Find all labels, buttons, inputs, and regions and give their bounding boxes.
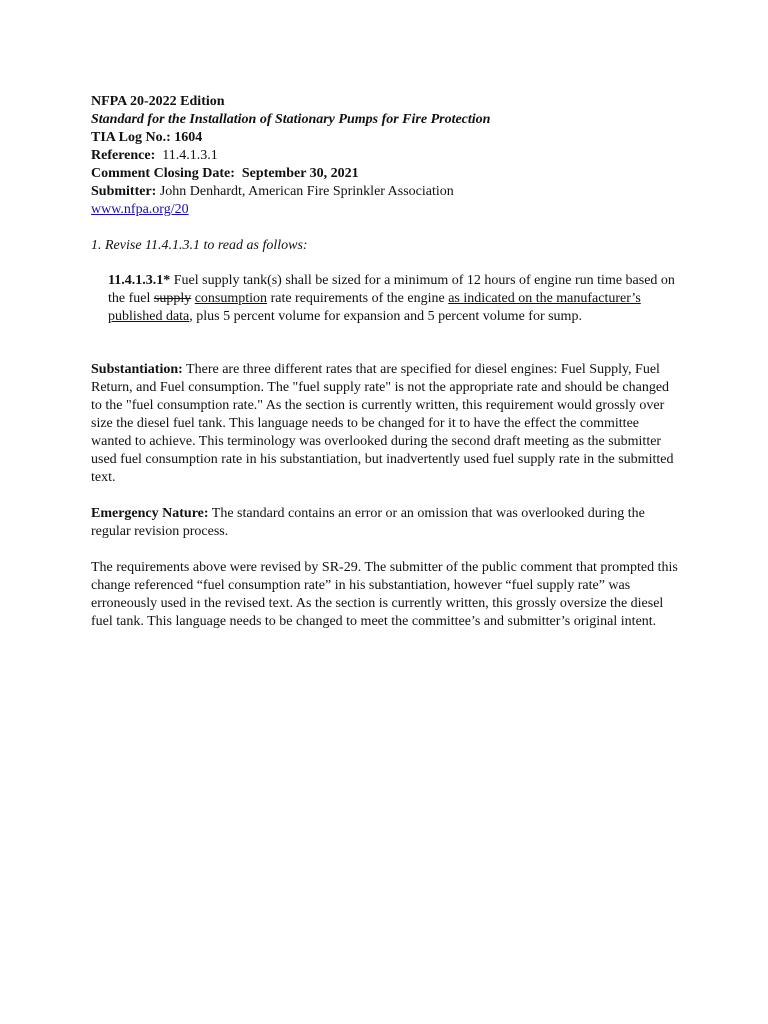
reference-line xyxy=(91,147,681,165)
inserted-text-manufacturer: as indicated on the manufacturer’s published data xyxy=(108,291,641,324)
substantiation-paragraph xyxy=(91,361,681,487)
tia-log-line xyxy=(91,129,681,147)
reference-label: Reference: xyxy=(91,148,156,163)
requirements-paragraph: The requirements above were revised by SR-29. The submitter of the public comment that prompted this change referenced “fuel consumption rate” in his substantiation, however “fuel supply rate” was erroneously used in the revised text. As the section is currently written, this grossly oversize the diesel fuel tank. This language needs to be changed to meet the committee’s and submitter’s original intent. xyxy=(91,560,678,629)
emergency-text: The standard contains an error or an omission that was overlooked during the regular revision process. xyxy=(91,506,645,539)
emergency-paragraph xyxy=(91,505,681,541)
emergency-label: Emergency Nature: xyxy=(91,506,209,521)
struck-text: supply xyxy=(153,291,192,306)
submitter-line xyxy=(91,183,681,201)
reference-value: 11.4.1.3.1 xyxy=(162,148,218,163)
submitter-label: Submitter: xyxy=(91,184,157,199)
document-page xyxy=(91,93,681,631)
nfpa-link[interactable]: www.nfpa.org/20 xyxy=(91,202,189,217)
closing-date-value: September 30, 2021 xyxy=(241,166,359,181)
revised-section-text xyxy=(108,272,684,326)
revision-text-3: , plus 5 percent volume for expansion and 5 percent volume for sump. xyxy=(189,309,582,324)
section-number: 11.4.1.3.1* xyxy=(108,273,171,288)
revision-instruction: 1. Revise 11.4.1.3.1 to read as follows: xyxy=(91,238,308,253)
edition-heading: NFPA 20-2022 Edition xyxy=(91,94,225,109)
substantiation-label: Substantiation: xyxy=(91,362,183,377)
revision-text-2: rate requirements of the engine xyxy=(267,291,449,306)
revision-text-1: Fuel supply tank(s) shall be sized for a minimum of 12 hours of engine run time based on the fuel xyxy=(108,273,675,306)
closing-date-line xyxy=(91,165,681,183)
link-line xyxy=(91,201,681,219)
substantiation-text: There are three different rates that are specified for diesel engines: Fuel Supply, Fuel Return, and Fuel consumption. The "fuel supply rate" is not the appropriate rate and should be changed to the "fuel consumption rate." As the section is currently written, this requirement would grossly over size the diesel fuel tank. This language needs to be changed for it to have the effect the committee wanted to achieve. This terminology was overlooked during the second draft meeting as the submitter used fuel consumption rate in his substantiation, but inadvertently used fuel supply rate in the submitted text. xyxy=(91,362,674,485)
standard-title: Standard for the Installation of Stationary Pumps for Fire Protection xyxy=(91,112,491,127)
submitter-value: John Denhardt, American Fire Sprinkler Association xyxy=(159,184,454,199)
closing-date-label: Comment Closing Date: xyxy=(91,166,235,181)
tia-value: 1604 xyxy=(174,130,203,145)
tia-label: TIA Log No.: xyxy=(91,130,171,145)
inserted-text-consumption: consumption xyxy=(194,291,268,306)
